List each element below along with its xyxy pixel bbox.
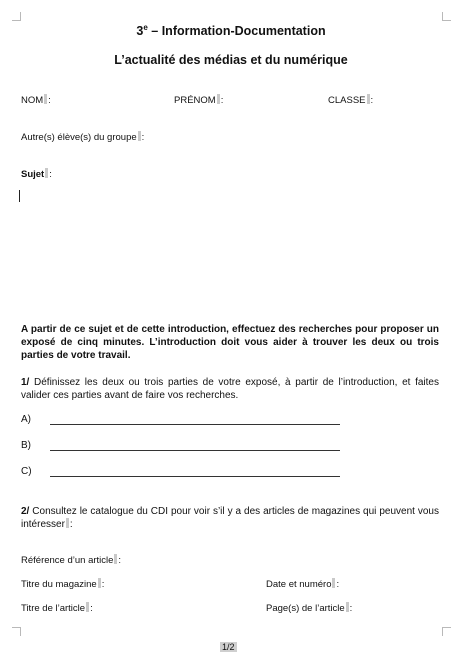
field-titre-magazine[interactable]: Titre du magazine : xyxy=(21,579,105,590)
formatting-mark xyxy=(45,168,48,178)
part-b-label: B) xyxy=(21,440,31,451)
field-prenom[interactable]: PRÉNOM : xyxy=(174,95,224,106)
formatting-mark xyxy=(346,602,349,612)
field-sujet[interactable]: Sujet : xyxy=(21,169,52,180)
formatting-mark xyxy=(367,94,370,104)
formatting-mark xyxy=(138,131,141,141)
part-b-answer-line[interactable] xyxy=(50,450,340,451)
question-2: 2/ Consultez le catalogue du CDI pour voir s’il y a des articles de magazines qui peuvent vous intéresser : xyxy=(21,506,439,530)
page-number: 1/2 xyxy=(222,642,235,652)
instructions-paragraph: A partir de ce sujet et de cette introduction, effectuez des recherches pour proposer un exposé de cinq minutes. L’introduction doit vous aider à trouver les deux ou trois parties de votre travail. xyxy=(21,324,439,361)
field-date-numero[interactable]: Date et numéro : xyxy=(266,579,340,590)
formatting-mark xyxy=(217,94,220,104)
part-c-label: C) xyxy=(21,466,32,477)
question-1: 1/ Définissez les deux ou trois parties de votre exposé, à partir de l’introduction, et faites valider ces parties avant de faire vos recherches. xyxy=(21,377,439,401)
formatting-mark xyxy=(44,94,47,104)
formatting-mark xyxy=(98,578,101,588)
page-corner-mark-bottom-left xyxy=(12,627,21,636)
part-a-answer-line[interactable] xyxy=(50,424,340,425)
part-c-answer-line[interactable] xyxy=(50,476,340,477)
document-title: 3e – Information-Documentation xyxy=(136,23,326,39)
page-corner-mark-bottom-right xyxy=(442,627,451,636)
formatting-mark xyxy=(66,518,69,528)
page-corner-mark-top-left xyxy=(12,12,21,21)
field-classe[interactable]: CLASSE : xyxy=(328,95,374,106)
field-titre-article[interactable]: Titre de l’article : xyxy=(21,603,93,614)
page-corner-mark-top-right xyxy=(442,12,451,21)
document-subtitle: L’actualité des médias et du numérique xyxy=(114,53,348,67)
field-pages-article[interactable]: Page(s) de l’article : xyxy=(266,603,353,614)
part-a-label: A) xyxy=(21,414,31,425)
reference-article-label[interactable]: Référence d’un article : xyxy=(21,555,122,566)
field-autres-eleves[interactable]: Autre(s) élève(s) du groupe : xyxy=(21,132,145,143)
text-cursor[interactable] xyxy=(19,190,20,202)
formatting-mark xyxy=(86,602,89,612)
formatting-mark xyxy=(114,554,117,564)
field-nom[interactable]: NOM : xyxy=(21,95,51,106)
